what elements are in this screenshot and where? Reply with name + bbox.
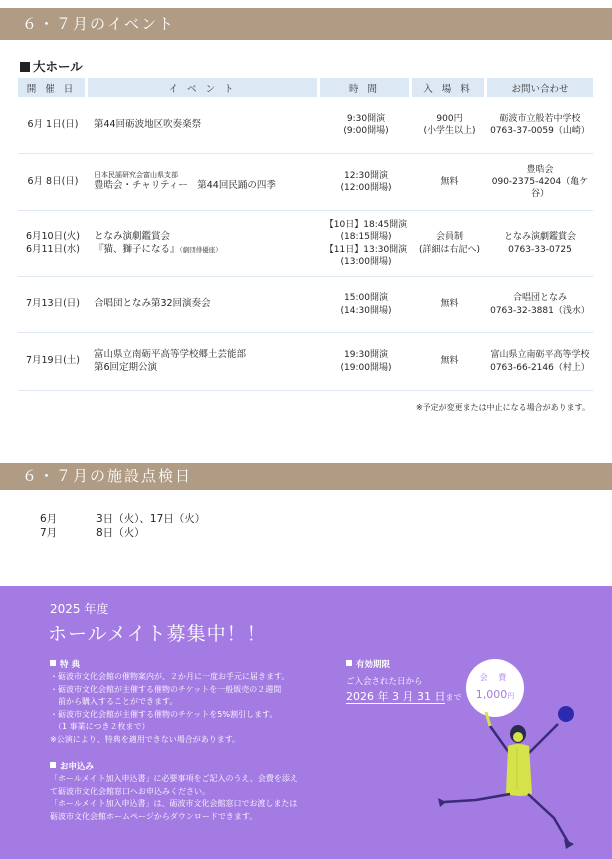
section-title-events: ６・７月のイベント	[22, 15, 176, 33]
section-band-inspection	[0, 463, 612, 490]
row-date: 6月10日(火) 6月11日(水)	[18, 211, 88, 277]
row-time: 【10日】18:45開演 (18:15開場) 【11日】13:30開演 (13:00開場)	[320, 211, 412, 277]
row-date: 7月13日(日)	[18, 277, 88, 333]
square-bullet-icon	[50, 660, 56, 666]
row-event: 第44回砺波地区吹奏楽祭	[88, 97, 320, 154]
header-event: イ ベ ン ト	[88, 78, 320, 97]
row-fee: 会員制 (詳細は右記へ)	[412, 211, 487, 277]
row-event: 日本民謡研究会富山県支部 豊晧会・チャリティー 第44回民踊の四季	[88, 154, 320, 211]
square-bullet-icon	[346, 660, 352, 666]
row-contact: 富山県立南砺平高等学校 0763-66-2146（村上）	[487, 333, 593, 391]
row-fee: 無料	[412, 154, 487, 211]
benefits-list	[50, 671, 289, 746]
list-item: 7月 8日（火）	[40, 527, 145, 539]
inspection-list	[40, 512, 205, 540]
row-contact: となみ演劇鑑賞会 0763-33-0725	[487, 211, 593, 277]
validity-date: 2026 年 3 月 31 日まで	[346, 690, 462, 703]
table-row	[18, 211, 593, 277]
promo-title: ホールメイト募集中！！	[48, 623, 267, 645]
list-item: 6月 3日（火）、17日（火）	[40, 513, 206, 525]
row-date: 6月 1日(日)	[18, 97, 88, 154]
header-date: 開 催 日	[18, 78, 88, 97]
apply-heading: お申込み	[50, 760, 94, 772]
validity-heading: 有効期限	[346, 658, 390, 670]
header-time: 時 間	[320, 78, 412, 97]
change-note: ※予定が変更または中止になる場合があります。	[415, 403, 590, 412]
events-table	[18, 78, 593, 391]
table-header-row	[18, 78, 593, 97]
table-row	[18, 154, 593, 211]
row-event: 富山県立南砺平高等学校郷土芸能部 第6回定期公演	[88, 333, 320, 391]
square-bullet-icon	[50, 762, 56, 768]
row-contact: 合唱団となみ 0763-32-3881（浅水）	[487, 277, 593, 333]
promo-year: 2025 年度	[50, 602, 109, 616]
list-item: ・砺波市文化会館が主催する催物のチケットを一般販売の２週間	[50, 684, 282, 694]
section-title-inspection: ６・７月の施設点検日	[22, 467, 193, 485]
row-contact: 豊晧会 090-2375-4204（亀ケ谷）	[487, 154, 593, 211]
benefits-heading: 特 典	[50, 658, 80, 670]
row-event: 合唱団となみ第32回演奏会	[88, 277, 320, 333]
row-time: 15:00開演 (14:30開場)	[320, 277, 412, 333]
row-time: 12:30開演 (12:00開場)	[320, 154, 412, 211]
table-row	[18, 97, 593, 154]
row-time: 19:30開演 (19:00開場)	[320, 333, 412, 391]
row-date: 6月 8日(日)	[18, 154, 88, 211]
list-item: ・砺波市文化会館の催物案内が、２か月に一度お手元に届きます。	[50, 672, 290, 681]
list-item: ・砺波市文化会館が主催する催物のチケットを5%割引します。	[50, 709, 278, 719]
row-fee: 無料	[412, 333, 487, 391]
list-item: （1 事業につき２枚まで）	[50, 722, 150, 731]
table-row	[18, 333, 593, 391]
list-item: 前から購入することができます。	[50, 697, 178, 706]
header-fee: 入 場 料	[412, 78, 487, 97]
row-contact: 砺波市立般若中学校 0763-37-0059（山崎）	[487, 97, 593, 154]
section-band-events	[0, 8, 612, 40]
row-time: 9:30開演 (9:00開場)	[320, 97, 412, 154]
validity-text: ご入会された日から	[346, 677, 423, 687]
row-fee: 900円 (小学生以上)	[412, 97, 487, 154]
row-date: 7月19日(土)	[18, 333, 88, 391]
row-fee: 無料	[412, 277, 487, 333]
fee-label: 会 費	[479, 673, 511, 682]
table-row	[18, 277, 593, 333]
square-bullet-icon	[20, 62, 30, 72]
header-contact: お問い合わせ	[487, 78, 593, 97]
list-item: ※公演により、特典を適用できない場合があります。	[50, 734, 241, 744]
fee-value: 1,000円	[475, 688, 515, 701]
apply-text: 「ホールメイト加入申込書」に必要事項をご記入のうえ、会費を添え て砺波市文化会館窓口へお申込みください。 「ホールメイト加入申込書」は、砺波市文化会館窓口でお渡しまたは 砺波市文化会館ホームページからダウンロードできます。	[50, 774, 298, 821]
hall-title	[20, 57, 83, 75]
hallmate-promo	[0, 586, 612, 859]
row-event: となみ演劇鑑賞会 『猫、獅子になる』（劇団俳優座）	[88, 211, 320, 277]
hall-title-text: 大ホール	[33, 59, 83, 74]
jumping-person-illustration	[432, 706, 592, 856]
